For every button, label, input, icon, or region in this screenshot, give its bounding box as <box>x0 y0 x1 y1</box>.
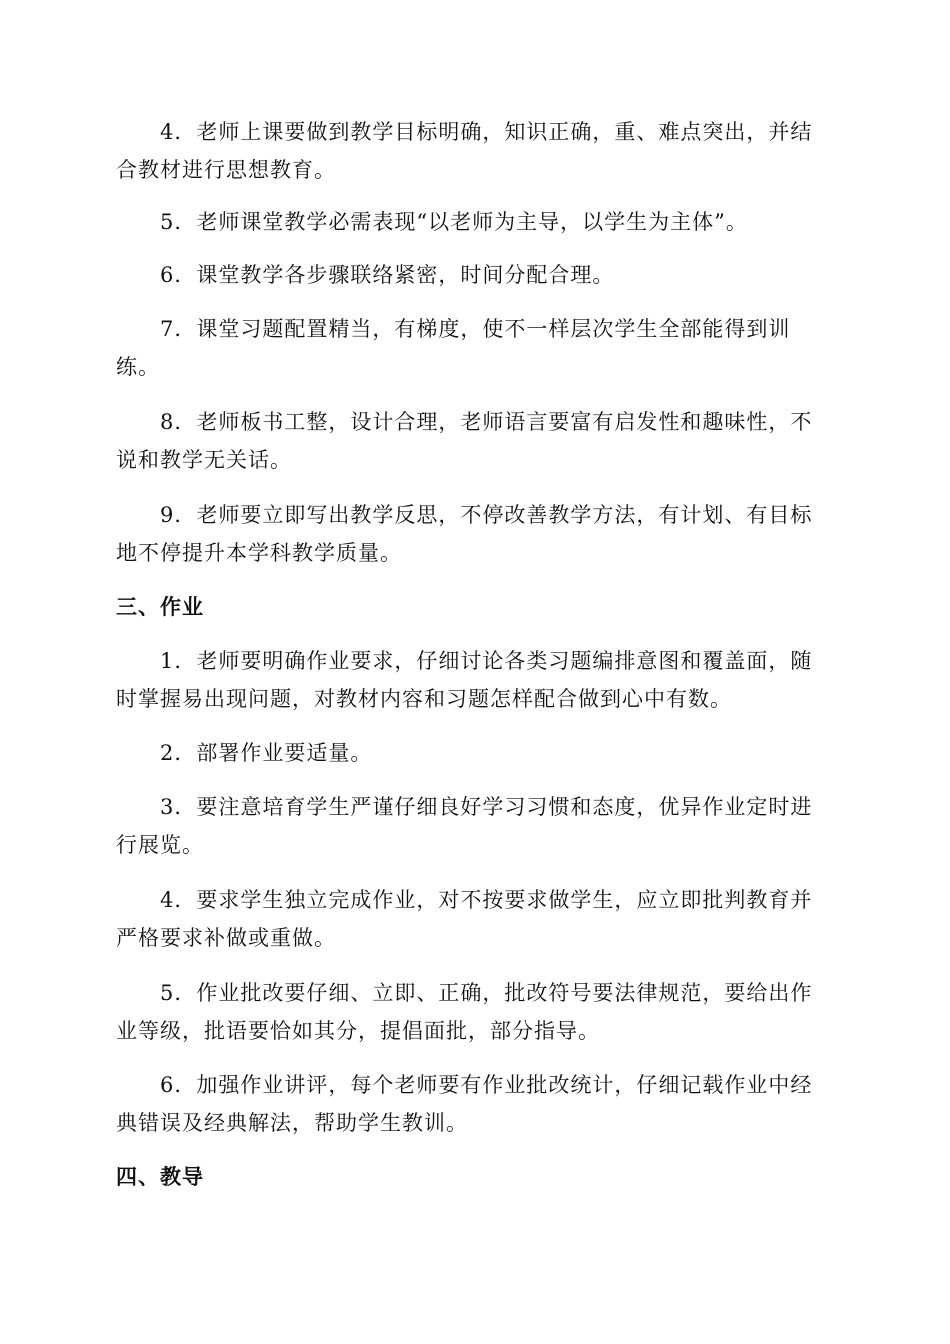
list-item <box>116 734 826 772</box>
paragraph-line: 8．老师板书工整，设计合理，老师语言要富有启发性和趣味性，不 <box>160 410 813 434</box>
paragraph-line: 2．部署作业要适量。 <box>160 741 373 765</box>
list-item <box>116 1066 826 1142</box>
paragraph-line: 9．老师要立即写出教学反思，不停改善教学方法，有计划、有目标 <box>160 503 813 527</box>
paragraph-line: 业等级，批语要恰如其分，提倡面批，部分指导。 <box>116 1019 600 1043</box>
paragraph-line: 5．作业批改要仔细、立即、正确，批改符号要法律规范，要给出作 <box>160 981 813 1005</box>
list-item <box>116 496 826 572</box>
paragraph-line: 4．要求学生独立完成作业，对不按要求做学生，应立即批判教育并 <box>160 888 813 912</box>
list-item <box>116 310 826 386</box>
section-heading-homework: 三、作业 <box>116 594 204 619</box>
paragraph-line: 合教材进行思想教育。 <box>116 158 336 182</box>
paragraph-line: 1．老师要明确作业要求，仔细讨论各类习题编排意图和覆盖面，随 <box>160 649 813 673</box>
list-item <box>116 256 826 294</box>
list-item <box>116 113 826 189</box>
list-item <box>116 974 826 1050</box>
list-item <box>116 203 826 241</box>
paragraph-line: 6．加强作业讲评，每个老师要有作业批改统计，仔细记载作业中经 <box>160 1073 813 1097</box>
paragraph-line: 6．课堂教学各步骤联络紧密，时间分配合理。 <box>160 263 615 287</box>
paragraph-line: 3．要注意培育学生严谨仔细良好学习习惯和态度，优异作业定时进 <box>160 795 813 819</box>
paragraph-line: 行展览。 <box>116 833 204 857</box>
paragraph-line: 4．老师上课要做到教学目标明确，知识正确，重、难点突出，并结 <box>160 120 813 144</box>
list-item <box>116 403 826 479</box>
paragraph-line: 7．课堂习题配置精当，有梯度，使不一样层次学生全部能得到训 <box>160 317 791 341</box>
list-item <box>116 788 826 864</box>
paragraph-line: 严格要求补做或重做。 <box>116 926 336 950</box>
paragraph-line: 说和教学无关话。 <box>116 448 292 472</box>
paragraph-line: 地不停提升本学科教学质量。 <box>116 541 402 565</box>
paragraph-line: 5．老师课堂教学必需表现“以老师为主导，以学生为主体”。 <box>160 210 748 234</box>
section-heading-guidance: 四、教导 <box>116 1164 204 1189</box>
paragraph-line: 练。 <box>116 355 160 379</box>
paragraph-line: 典错误及经典解法，帮助学生教训。 <box>116 1111 468 1135</box>
paragraph-line: 时掌握易出现问题，对教材内容和习题怎样配合做到心中有数。 <box>116 687 732 711</box>
list-item <box>116 642 826 718</box>
list-item <box>116 881 826 957</box>
